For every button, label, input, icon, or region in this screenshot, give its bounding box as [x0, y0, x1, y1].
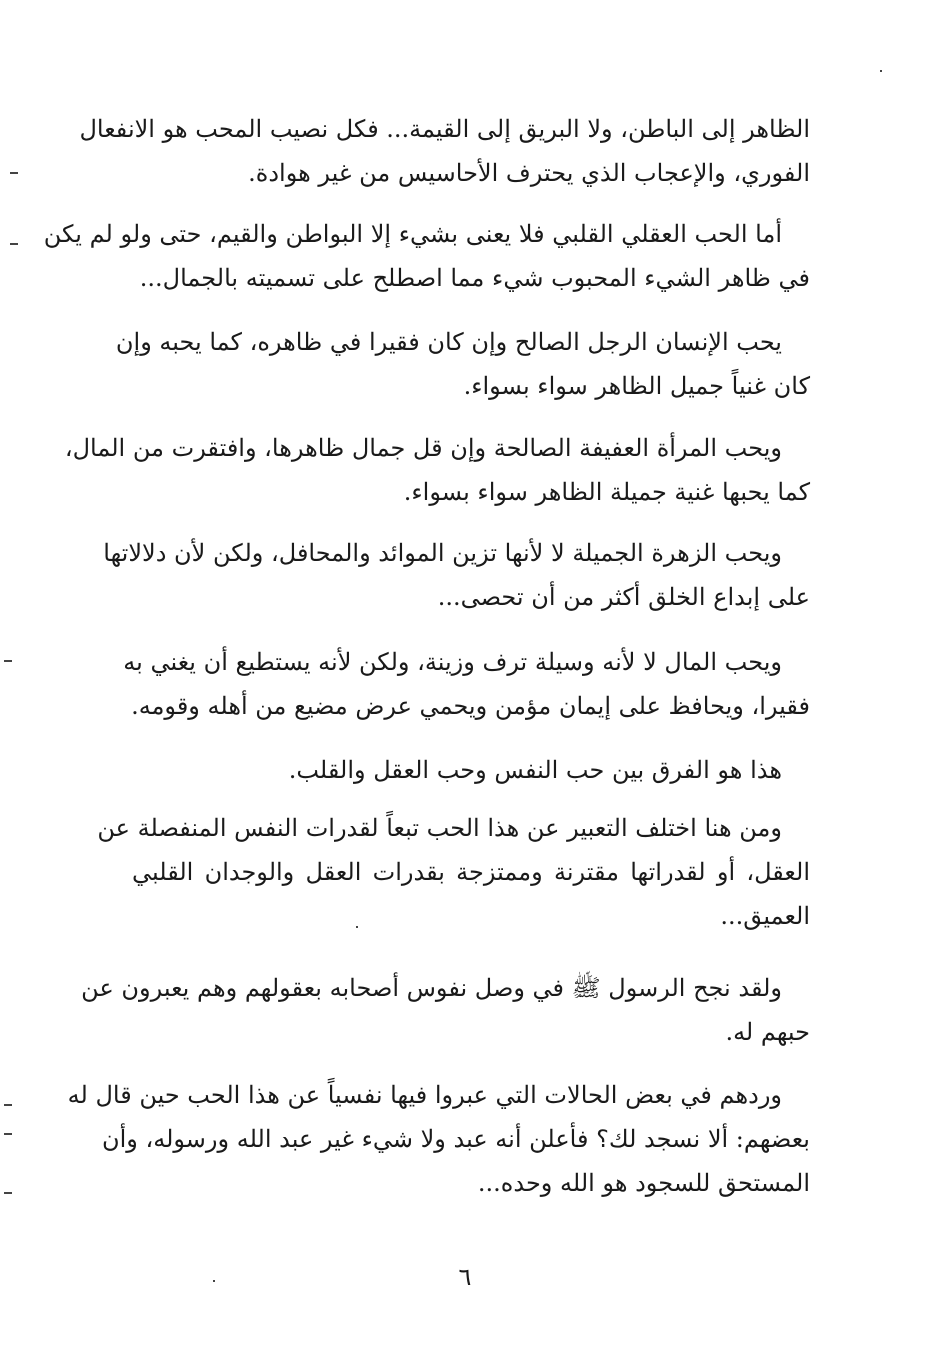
scan-mark [4, 660, 12, 662]
paragraph-line: الظاهر إلى الباطن، ولا البريق إلى القيمة... فكل نصيب المحب هو الانفعال [79, 115, 810, 143]
paragraph-line: الفوري، والإعجاب الذي يحترف الأحاسيس من غير هوادة. [248, 159, 810, 187]
paragraph-line: ومن هنا اختلف التعبير عن هذا الحب تبعاً لقدرات النفس المنفصلة عن [97, 814, 782, 842]
paragraph-line: العميق... [720, 902, 810, 930]
paragraph-line: ولقد نجح الرسول ﷺ في وصل نفوس أصحابه بعقولهم وهم يعبرون عن [81, 974, 782, 1002]
paragraph-line: كان غنياً جميل الظاهر سواء بسواء. [463, 372, 810, 400]
scan-mark [10, 172, 18, 174]
scan-mark [4, 1104, 12, 1106]
paragraph-line: حبهم له. [725, 1018, 810, 1046]
paragraph-1 [79, 107, 810, 195]
paragraph-5 [103, 531, 810, 619]
scan-mark [4, 1192, 12, 1194]
paragraph-line: في ظاهر الشيء المحبوب شيء مما اصطلح على تسميته بالجمال... [139, 264, 810, 292]
paragraph-9 [81, 966, 810, 1054]
paragraph-line: هذا هو الفرق بين حب النفس وحب العقل والقلب. [288, 756, 782, 784]
paragraph-4 [64, 426, 810, 514]
scan-mark [10, 243, 18, 245]
paragraph-line: كما يحبها غنية جميلة الظاهر سواء بسواء. [403, 478, 810, 506]
scan-mark [4, 1133, 12, 1135]
paragraph-line: أما الحب العقلي القلبي فلا يعنى بشيء إلا البواطن والقيم، حتى ولو لم يكن [43, 220, 782, 248]
paragraph-3 [115, 320, 810, 408]
paragraph-line: ويحب المال لا لأنه وسيلة ترف وزينة، ولكن لأنه يستطيع أن يغني به [123, 648, 782, 676]
paragraph-line: ويحب الزهرة الجميلة لا لأنها تزين الموائد والمحافل، ولكن لأن دلالاتها [103, 539, 782, 567]
paragraph-7 [132, 748, 810, 792]
paragraph-line: العقل، أو لقدراتها مقترنة وممتزجة بقدرات العقل والوجدان القلبي [132, 858, 810, 886]
paragraph-line: يحب الإنسان الرجل الصالح وإن كان فقيرا في ظاهره، كما يحبه وإن [115, 328, 782, 356]
scan-mark [356, 926, 358, 928]
paragraph-10 [67, 1073, 810, 1205]
paragraph-line: ويحب المرأة العفيفة الصالحة وإن قل جمال ظاهرها، وافتقرت من المال، [64, 434, 782, 462]
paragraph-8 [97, 806, 810, 938]
scan-mark [880, 70, 882, 72]
paragraph-line: على إبداع الخلق أكثر من أن تحصى... [437, 583, 810, 611]
paragraph-line: فقيرا، ويحافظ على إيمان مؤمن ويحمي عرض مضيع من أهله وقومه. [131, 692, 810, 720]
paragraph-2 [43, 212, 810, 300]
paragraph-line: وردهم في بعض الحالات التي عبروا فيها نفسياً عن هذا الحب حين قال له [67, 1081, 782, 1109]
paragraph-6 [123, 640, 810, 728]
paragraph-line: المستحق للسجود هو الله وحده... [477, 1169, 810, 1197]
paragraph-line: بعضهم: ألا نسجد لك؟ فأعلن أنه عبد ولا شيء غير عبد الله ورسوله، وأن [101, 1125, 810, 1153]
page-number: ٦ [458, 1263, 472, 1291]
scan-mark [213, 1280, 215, 1282]
